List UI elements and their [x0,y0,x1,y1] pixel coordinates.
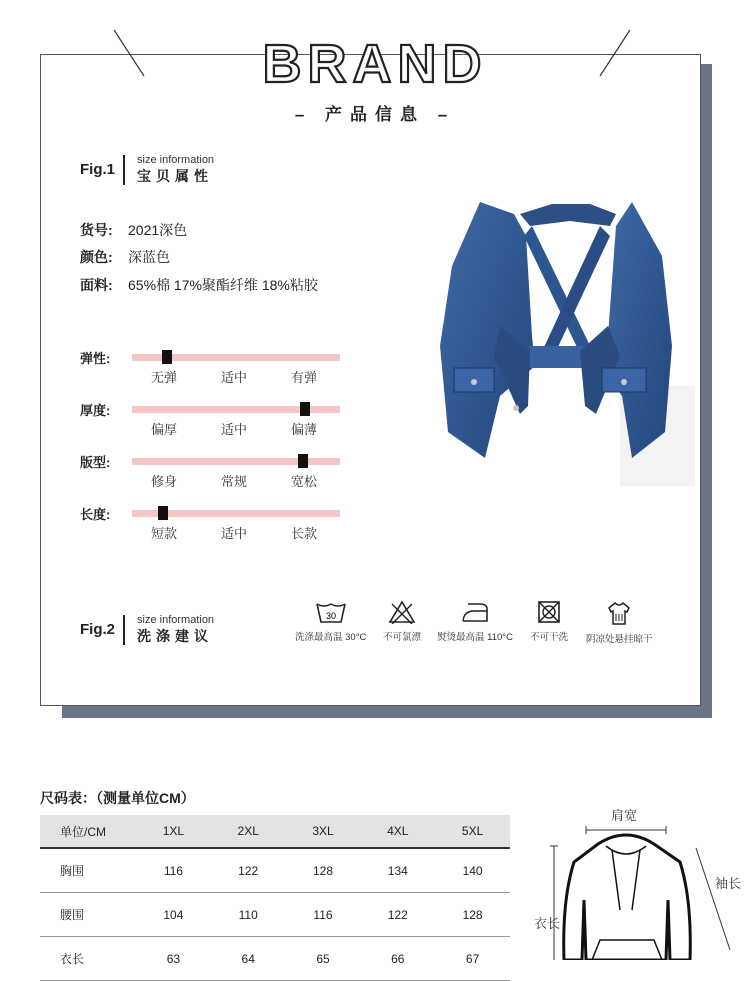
fig1-number: Fig.1 [80,161,116,178]
care-text-bleach: 不可氯漂 [383,632,422,643]
table-cell: 63 [136,937,211,981]
measurement-diagram [530,800,748,960]
scale-marker [162,350,172,364]
size-header-1xl: 1XL [136,815,211,848]
iron-icon [460,600,490,624]
size-header-5xl: 5XL [435,815,510,848]
scale-tick-label: 长款 [290,526,317,541]
table-cell: 134 [360,848,435,893]
wash-30-icon [315,600,347,624]
table-cell: 110 [211,893,286,937]
scale-marker [300,402,310,416]
size-table-title: 尺码表：（测量单位CM） [40,790,195,806]
size-header-3xl: 3XL [286,815,361,848]
care-item-dryclean [530,600,568,643]
product-info-title: – 产品信息 – [294,105,456,124]
fig1-cn: 宝贝属性 [137,168,214,184]
scale-tick-label: 宽松 [290,474,317,489]
fig1-en: size information [137,154,215,166]
attr-fabric: 面料: 65%棉 17%聚酯纤维 18%粘胶 [80,277,318,293]
care-text-hang: 阴凉处悬挂晾干 [586,634,653,645]
table-cell: 65 [286,937,361,981]
care-item-bleach [383,600,421,643]
brand-logo [110,24,640,94]
table-cell: 66 [360,937,435,981]
svg-text:肩宽: 肩宽 [610,808,638,823]
table-cell: 128 [286,848,361,893]
row-label: 胸围 [40,848,136,893]
scale-tick-label: 适中 [220,422,247,437]
size-header-2xl: 2XL [211,815,286,848]
care-text-wash: 洗涤最高温 30°C [295,632,367,643]
scale-label: 长度: [80,507,111,522]
table-row [40,937,510,981]
scale-tick-label: 适中 [220,526,247,541]
row-label: 腰围 [40,893,136,937]
fig2-header [80,614,214,645]
scale-track [132,458,340,465]
scale-tick-label: 有弹 [290,370,317,385]
no-bleach-icon [388,600,416,624]
table-cell: 64 [211,937,286,981]
svg-text:30: 30 [325,611,336,621]
table-cell: 116 [136,848,211,893]
table-cell: 104 [136,893,211,937]
hang-dry-icon [605,600,633,626]
row-label: 衣长 [40,937,136,981]
scale-marker [298,454,308,468]
table-cell: 122 [360,893,435,937]
scale-tick-label: 适中 [220,370,247,385]
scale-label: 弹性: [80,351,111,366]
scale-tick-label: 修身 [150,474,177,489]
scale-tick-label: 偏厚 [150,422,177,437]
table-cell: 122 [211,848,286,893]
scale-label: 版型: [80,455,111,470]
care-item-hang [586,600,653,645]
table-cell: 128 [435,893,510,937]
care-item-wash [295,600,366,643]
scale-tick-label: 短款 [150,526,177,541]
size-header-4xl: 4XL [360,815,435,848]
no-dry-clean-icon [537,600,561,624]
scale-marker [158,506,168,520]
table-row [40,893,510,937]
care-item-iron [437,600,513,643]
scale-tick-label: 无弹 [150,370,177,385]
table-cell: 116 [286,893,361,937]
scale-tick-label: 常规 [220,474,247,489]
svg-text:袖长: 袖长 [715,876,742,891]
scale-label: 厚度: [80,403,111,418]
denim-vest-image [440,196,700,496]
care-text-dryclean: 不可干洗 [530,632,569,643]
size-table [40,815,510,981]
fig2-divider [123,615,125,645]
table-cell: 67 [435,937,510,981]
size-table-header-row [40,815,510,848]
attr-color: 颜色: 深蓝色 [80,249,170,265]
attr-item-number: 货号: 2021深色 [80,222,188,238]
fig1-divider [123,155,125,185]
table-cell: 140 [435,848,510,893]
fig1-header [80,154,214,185]
fig2-en: size information [137,614,215,626]
table-row [40,848,510,893]
scale-tick-label: 偏薄 [290,422,317,437]
size-header-unit: 单位/CM [40,815,136,848]
fig2-number: Fig.2 [80,621,116,638]
care-text-iron: 熨烫最高温 110°C [437,632,513,643]
svg-text:BRAND: BRAND [262,34,488,94]
svg-text:衣长: 衣长 [534,916,561,931]
fig2-cn: 洗涤建议 [137,628,214,644]
